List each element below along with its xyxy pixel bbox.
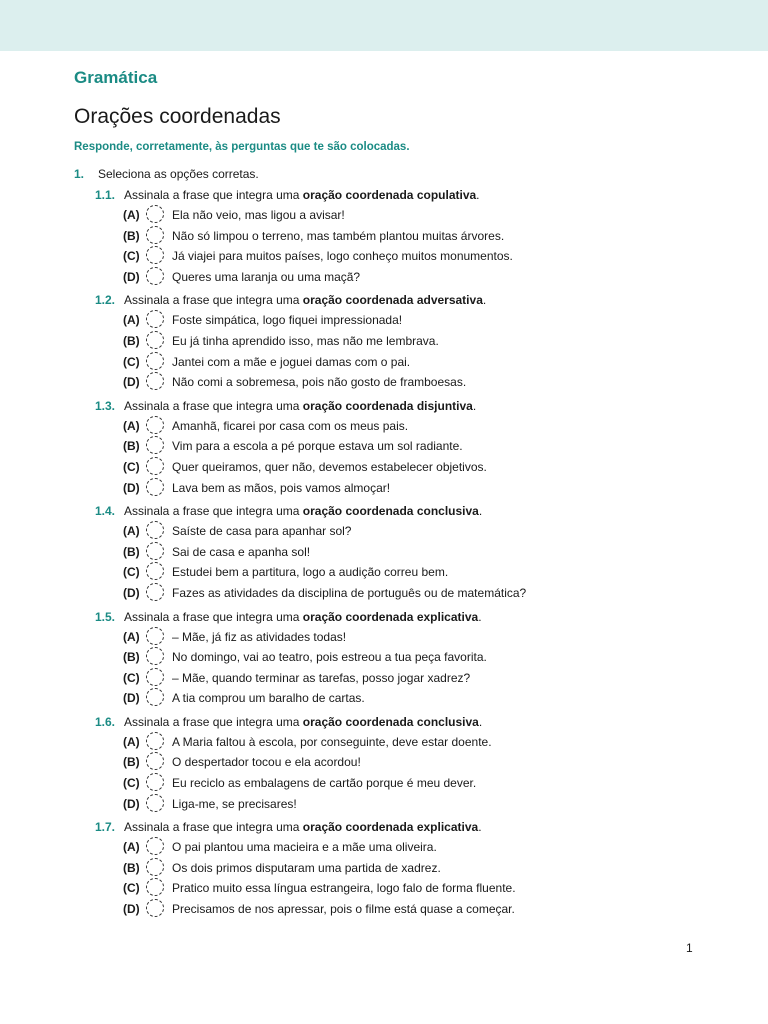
- subquestion-4: [74, 503, 754, 604]
- option-letter: (A): [123, 629, 140, 644]
- answer-checkbox[interactable]: [146, 372, 164, 390]
- option-letter: (D): [123, 585, 140, 600]
- question-number: 1.: [74, 167, 85, 181]
- option-row: [74, 648, 754, 669]
- prompt-prefix: Assinala a frase que integra uma: [124, 714, 303, 729]
- option-letter: (D): [123, 269, 140, 284]
- subquestion-number: 1.3.: [95, 398, 116, 413]
- subquestion-header: [74, 503, 754, 522]
- header-band: [0, 0, 768, 51]
- answer-checkbox[interactable]: [146, 794, 164, 812]
- subquestion-header: [74, 609, 754, 628]
- option-text: Foste simpática, logo fiquei impressionada!: [172, 313, 403, 328]
- subquestion-number: 1.6.: [95, 714, 116, 729]
- prompt-suffix: .: [478, 820, 482, 835]
- option-text: Não só limpou o terreno, mas também plantou muitas árvores.: [172, 228, 505, 243]
- option-text: Sai de casa e apanha sol!: [172, 544, 311, 559]
- option-text: O despertador tocou e ela acordou!: [172, 755, 361, 770]
- subquestion-number: 1.7.: [95, 820, 116, 835]
- answer-checkbox[interactable]: [146, 246, 164, 264]
- subquestion-header: [74, 398, 754, 417]
- option-letter: (A): [123, 418, 140, 433]
- option-letter: (B): [123, 650, 140, 665]
- answer-checkbox[interactable]: [146, 668, 164, 686]
- prompt-prefix: Assinala a frase que integra uma: [124, 609, 303, 624]
- subquestion-5: [74, 609, 754, 710]
- option-row: [74, 332, 754, 353]
- prompt-suffix: .: [478, 504, 483, 519]
- option-text: A tia comprou um baralho de cartas.: [172, 691, 365, 706]
- answer-checkbox[interactable]: [146, 267, 164, 285]
- subquestion-6: [74, 714, 754, 815]
- option-letter: (A): [123, 524, 140, 539]
- answer-checkbox[interactable]: [146, 627, 164, 645]
- option-row: [74, 733, 754, 754]
- answer-checkbox[interactable]: [146, 899, 164, 917]
- option-row: [74, 268, 754, 289]
- option-text: O pai plantou uma macieira e a mãe uma oliveira.: [172, 840, 437, 855]
- option-text: Pratico muito essa língua estrangeira, logo falo de forma fluente.: [172, 881, 516, 896]
- option-row: [74, 584, 754, 605]
- option-letter: (D): [123, 480, 140, 495]
- answer-checkbox[interactable]: [146, 331, 164, 349]
- option-letter: (C): [123, 776, 140, 791]
- option-row: [74, 247, 754, 268]
- option-text: Liga-me, se precisares!: [172, 796, 297, 811]
- option-row: [74, 795, 754, 816]
- subquestion-header: [74, 714, 754, 733]
- option-letter: (B): [123, 755, 140, 770]
- option-text: Saíste de casa para apanhar sol?: [172, 524, 352, 539]
- option-row: [74, 458, 754, 479]
- answer-checkbox[interactable]: [146, 583, 164, 601]
- option-letter: (A): [123, 840, 140, 855]
- prompt-suffix: .: [472, 398, 477, 413]
- prompt-prefix: Assinala a frase que integra uma: [124, 188, 303, 202]
- subquestion-prompt: [124, 187, 480, 203]
- answer-checkbox[interactable]: [146, 521, 164, 539]
- prompt-prefix: Assinala a frase que integra uma: [124, 504, 303, 519]
- option-letter: (A): [123, 313, 140, 328]
- answer-checkbox[interactable]: [146, 752, 164, 770]
- option-row: [74, 543, 754, 564]
- answer-checkbox[interactable]: [146, 226, 164, 244]
- subquestion-header: [74, 292, 754, 311]
- subquestion-prompt: [124, 398, 476, 414]
- answer-checkbox[interactable]: [146, 878, 164, 896]
- prompt-emphasis: oração coordenada conclusiva: [302, 714, 479, 729]
- prompt-suffix: .: [476, 188, 480, 202]
- option-row: [74, 879, 754, 900]
- question-header: [74, 166, 754, 186]
- answer-checkbox[interactable]: [146, 562, 164, 580]
- subquestion-7: [74, 819, 754, 920]
- option-letter: (D): [123, 691, 140, 706]
- option-text: Vim para a escola a pé porque estava um sol radiante.: [172, 439, 463, 454]
- subquestion-prompt: [124, 714, 482, 730]
- option-text: Precisamos de nos apressar, pois o filme está quase a começar.: [172, 902, 515, 917]
- question-1: [74, 166, 754, 921]
- answer-checkbox[interactable]: [146, 688, 164, 706]
- answer-checkbox[interactable]: [146, 773, 164, 791]
- page-title: Orações coordenadas: [74, 105, 281, 128]
- option-text: Os dois primos disputaram uma partida de xadrez.: [172, 860, 441, 875]
- answer-checkbox[interactable]: [146, 647, 164, 665]
- option-row: [74, 900, 754, 921]
- option-letter: (C): [123, 249, 140, 264]
- question-text: Seleciona as opções corretas.: [98, 167, 259, 181]
- option-row: [74, 227, 754, 248]
- subquestion-number: 1.5.: [95, 609, 116, 624]
- prompt-emphasis: oração coordenada explicativa: [302, 820, 479, 835]
- option-text: Ela não veio, mas ligou a avisar!: [172, 208, 345, 222]
- prompt-suffix: .: [478, 714, 483, 729]
- subquestion-list: [74, 187, 754, 921]
- prompt-suffix: .: [482, 293, 487, 308]
- subquestion-prompt: [124, 609, 482, 625]
- option-row: [74, 859, 754, 880]
- option-row: [74, 417, 754, 438]
- subquestion-number: 1.1.: [95, 188, 116, 202]
- prompt-prefix: Assinala a frase que integra uma: [124, 293, 303, 308]
- subquestion-1: [74, 187, 754, 288]
- subquestion-prompt: [124, 292, 486, 308]
- prompt-prefix: Assinala a frase que integra uma: [124, 398, 303, 413]
- option-text: Jantei com a mãe e joguei damas com o pai.: [172, 354, 411, 369]
- option-letter: (A): [123, 208, 140, 222]
- answer-checkbox[interactable]: [146, 310, 164, 328]
- option-text: Lava bem as mãos, pois vamos almoçar!: [172, 480, 391, 495]
- subquestion-3: [74, 398, 754, 499]
- option-row: [74, 522, 754, 543]
- option-letter: (D): [123, 902, 140, 917]
- instruction-text: Responde, corretamente, às perguntas que te são colocadas.: [74, 141, 410, 153]
- option-text: A Maria faltou à escola, por conseguinte, deve estar doente.: [172, 734, 492, 749]
- option-letter: (B): [123, 860, 140, 875]
- prompt-prefix: Assinala a frase que integra uma: [124, 820, 303, 835]
- option-letter: (C): [123, 565, 140, 580]
- answer-checkbox[interactable]: [146, 858, 164, 876]
- option-text: – Mãe, já fiz as atividades todas!: [172, 629, 347, 644]
- answer-checkbox[interactable]: [146, 352, 164, 370]
- option-text: Amanhã, ficarei por casa com os meus pais.: [172, 418, 409, 433]
- answer-checkbox[interactable]: [146, 416, 164, 434]
- option-letter: (C): [123, 670, 140, 685]
- option-letter: (B): [123, 333, 140, 348]
- option-letter: (B): [123, 439, 140, 454]
- option-text: Quer queiramos, quer não, devemos estabelecer objetivos.: [172, 459, 487, 474]
- option-row: [74, 311, 754, 332]
- prompt-emphasis: oração coordenada disjuntiva: [302, 398, 473, 413]
- answer-checkbox[interactable]: [146, 542, 164, 560]
- option-row: [74, 353, 754, 374]
- prompt-emphasis: oração coordenada copulativa: [302, 188, 477, 202]
- option-row: [74, 753, 754, 774]
- option-row: [74, 669, 754, 690]
- option-letter: (D): [123, 796, 140, 811]
- subquestion-prompt: [124, 503, 482, 519]
- option-text: Não comi a sobremesa, pois não gosto de framboesas.: [172, 375, 467, 390]
- subquestion-header: [74, 819, 754, 838]
- option-row: [74, 206, 754, 227]
- option-letter: (C): [123, 881, 140, 896]
- option-row: [74, 563, 754, 584]
- answer-checkbox[interactable]: [146, 732, 164, 750]
- prompt-emphasis: oração coordenada explicativa: [302, 609, 479, 624]
- subquestion-number: 1.2.: [95, 293, 116, 308]
- option-row: [74, 437, 754, 458]
- section-label: Gramática: [74, 68, 158, 87]
- option-row: [74, 689, 754, 710]
- option-text: Eu reciclo as embalagens de cartão porque é meu dever.: [172, 776, 477, 791]
- option-row: [74, 838, 754, 859]
- option-letter: (C): [123, 354, 140, 369]
- prompt-suffix: .: [478, 609, 482, 624]
- option-row: [74, 774, 754, 795]
- option-text: Fazes as atividades da disciplina de português ou de matemática?: [172, 585, 527, 600]
- answer-checkbox[interactable]: [146, 837, 164, 855]
- page-number: 1: [686, 941, 693, 955]
- answer-checkbox[interactable]: [146, 205, 164, 223]
- subquestion-prompt: [124, 819, 482, 835]
- answer-checkbox[interactable]: [146, 478, 164, 496]
- subquestion-header: [74, 187, 754, 206]
- option-letter: (B): [123, 228, 140, 243]
- option-text: Eu já tinha aprendido isso, mas não me lembrava.: [172, 333, 439, 348]
- option-letter: (D): [123, 375, 140, 390]
- option-text: Queres uma laranja ou uma maçã?: [172, 269, 361, 284]
- subquestion-number: 1.4.: [95, 504, 116, 519]
- option-text: Já viajei para muitos países, logo conheço muitos monumentos.: [172, 249, 513, 264]
- subquestion-2: [74, 292, 754, 393]
- prompt-emphasis: oração coordenada adversativa: [302, 293, 483, 308]
- option-row: [74, 479, 754, 500]
- answer-checkbox[interactable]: [146, 436, 164, 454]
- option-text: No domingo, vai ao teatro, pois estreou a tua peça favorita.: [172, 650, 487, 665]
- option-text: – Mãe, quando terminar as tarefas, posso jogar xadrez?: [172, 670, 471, 685]
- option-letter: (A): [123, 734, 140, 749]
- option-letter: (B): [123, 544, 140, 559]
- answer-checkbox[interactable]: [146, 457, 164, 475]
- prompt-emphasis: oração coordenada conclusiva: [302, 504, 479, 519]
- option-letter: (C): [123, 459, 140, 474]
- option-text: Estudei bem a partitura, logo a audição correu bem.: [172, 565, 449, 580]
- option-row: [74, 373, 754, 394]
- option-row: [74, 628, 754, 649]
